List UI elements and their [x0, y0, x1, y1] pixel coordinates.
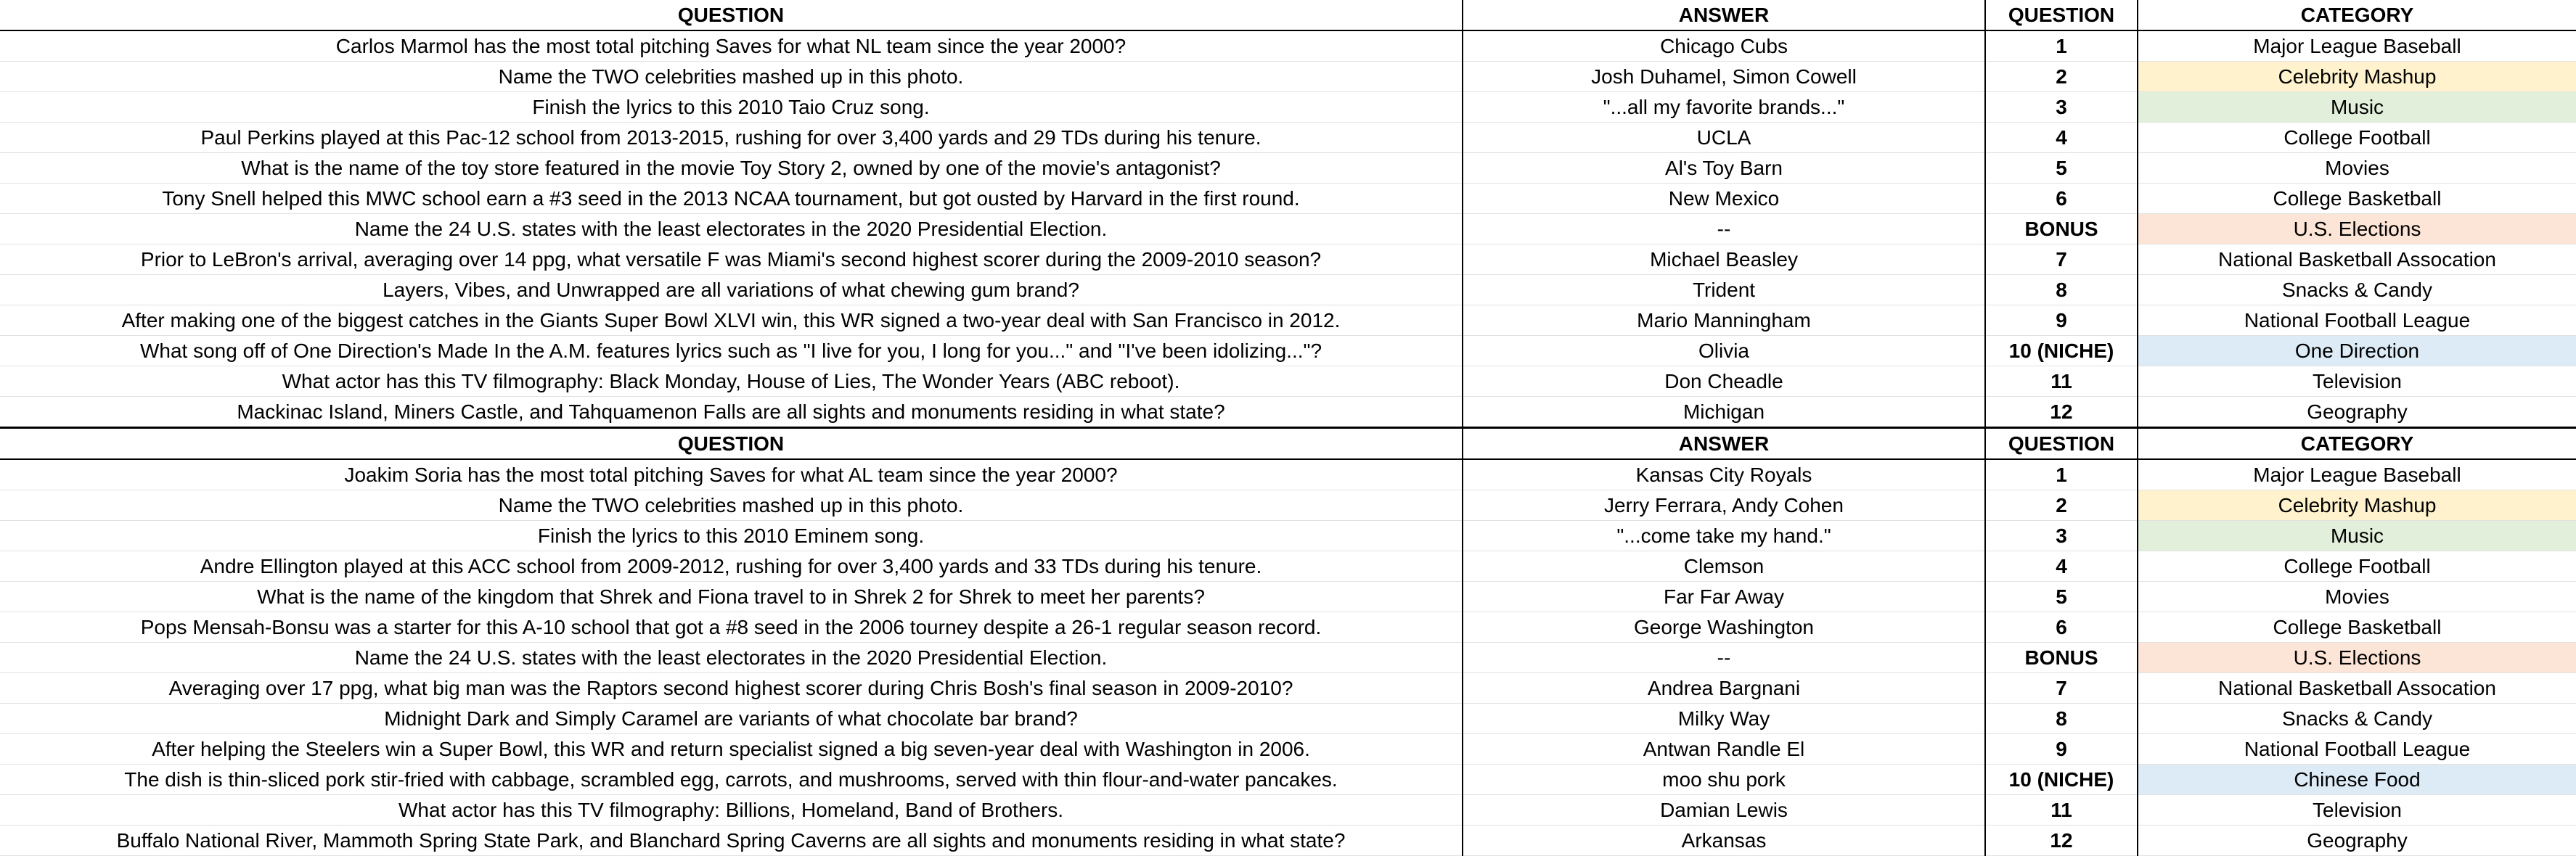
question-cell[interactable]: What actor has this TV filmography: Black Monday, House of Lies, The Wonder Years (ABC reboot).	[0, 366, 1463, 397]
question-cell[interactable]: What is the name of the kingdom that Shrek and Fiona travel to in Shrek 2 for Shrek to meet her parents?	[0, 582, 1463, 612]
answer-cell[interactable]: Michael Beasley	[1463, 244, 1985, 275]
table-row	[0, 826, 2576, 856]
category-cell[interactable]: Television	[2138, 795, 2576, 826]
header-category[interactable]: CATEGORY	[2138, 428, 2576, 460]
question-number-cell[interactable]: 4	[1985, 551, 2138, 582]
answer-cell[interactable]: Andrea Bargnani	[1463, 673, 1985, 704]
table-row	[0, 366, 2576, 397]
answer-cell[interactable]: Trident	[1463, 275, 1985, 305]
question-number-cell[interactable]: BONUS	[1985, 643, 2138, 673]
question-number-cell[interactable]: 1	[1985, 459, 2138, 490]
category-cell[interactable]: National Football League	[2138, 305, 2576, 336]
category-cell[interactable]: College Football	[2138, 123, 2576, 153]
question-cell[interactable]: Andre Ellington played at this ACC school from 2009-2012, rushing for over 3,400 yards and 33 TDs during his tenure.	[0, 551, 1463, 582]
answer-cell[interactable]: Antwan Randle El	[1463, 734, 1985, 765]
question-cell[interactable]: Layers, Vibes, and Unwrapped are all variations of what chewing gum brand?	[0, 275, 1463, 305]
header-answer[interactable]: ANSWER	[1463, 0, 1985, 30]
question-number-cell[interactable]: 7	[1985, 244, 2138, 275]
header-question-number[interactable]: QUESTION	[1985, 0, 2138, 30]
table-row	[0, 490, 2576, 521]
question-number-cell[interactable]: BONUS	[1985, 214, 2138, 244]
question-cell[interactable]: Pops Mensah-Bonsu was a starter for this A-10 school that got a #8 seed in the 2006 tourney despite a 26-1 regular season record.	[0, 612, 1463, 643]
answer-cell[interactable]: Milky Way	[1463, 704, 1985, 734]
question-cell[interactable]: What is the name of the toy store featured in the movie Toy Story 2, owned by one of the movie's antagonist?	[0, 153, 1463, 184]
question-number-cell[interactable]: 5	[1985, 153, 2138, 184]
table-row	[0, 765, 2576, 795]
category-cell[interactable]: Movies	[2138, 582, 2576, 612]
answer-cell[interactable]: Chicago Cubs	[1463, 30, 1985, 62]
table-row	[0, 305, 2576, 336]
category-cell[interactable]: Chinese Food	[2138, 765, 2576, 795]
category-cell[interactable]: One Direction	[2138, 336, 2576, 366]
question-number-cell[interactable]: 12	[1985, 397, 2138, 428]
question-number-cell[interactable]: 4	[1985, 123, 2138, 153]
table-row	[0, 521, 2576, 551]
question-number-cell[interactable]: 3	[1985, 92, 2138, 123]
question-number-cell[interactable]: 10 (NICHE)	[1985, 336, 2138, 366]
answer-cell[interactable]: Jerry Ferrara, Andy Cohen	[1463, 490, 1985, 521]
question-cell[interactable]: Name the 24 U.S. states with the least electorates in the 2020 Presidential Election.	[0, 643, 1463, 673]
table-row	[0, 275, 2576, 305]
table-row	[0, 795, 2576, 826]
question-number-cell[interactable]: 2	[1985, 62, 2138, 92]
answer-cell[interactable]: "...all my favorite brands..."	[1463, 92, 1985, 123]
answer-cell[interactable]: Far Far Away	[1463, 582, 1985, 612]
table-row	[0, 582, 2576, 612]
category-cell[interactable]: National Basketball Assocation	[2138, 673, 2576, 704]
question-cell[interactable]: Averaging over 17 ppg, what big man was the Raptors second highest scorer during Chris Bosh's final season in 2009-2010?	[0, 673, 1463, 704]
question-number-cell[interactable]: 11	[1985, 366, 2138, 397]
category-cell[interactable]: National Basketball Assocation	[2138, 244, 2576, 275]
answer-cell[interactable]: --	[1463, 643, 1985, 673]
table-row	[0, 153, 2576, 184]
category-cell[interactable]: Television	[2138, 366, 2576, 397]
category-cell[interactable]: Music	[2138, 92, 2576, 123]
header-row	[0, 428, 2576, 460]
category-cell[interactable]: Major League Baseball	[2138, 459, 2576, 490]
answer-cell[interactable]: Damian Lewis	[1463, 795, 1985, 826]
table-row	[0, 336, 2576, 366]
question-cell[interactable]: Prior to LeBron's arrival, averaging over 14 ppg, what versatile F was Miami's second highest scorer during the 2009-2010 season?	[0, 244, 1463, 275]
answer-cell[interactable]: Arkansas	[1463, 826, 1985, 856]
question-cell[interactable]: What actor has this TV filmography: Billions, Homeland, Band of Brothers.	[0, 795, 1463, 826]
answer-cell[interactable]: --	[1463, 214, 1985, 244]
category-cell[interactable]: U.S. Elections	[2138, 214, 2576, 244]
question-number-cell[interactable]: 6	[1985, 612, 2138, 643]
question-number-cell[interactable]: 9	[1985, 734, 2138, 765]
question-cell[interactable]: Buffalo National River, Mammoth Spring State Park, and Blanchard Spring Caverns are all sights and monuments residing in what state?	[0, 826, 1463, 856]
question-cell[interactable]: After helping the Steelers win a Super Bowl, this WR and return specialist signed a big seven-year deal with Washington in 2006.	[0, 734, 1463, 765]
table-row	[0, 673, 2576, 704]
answer-cell[interactable]: "...come take my hand."	[1463, 521, 1985, 551]
category-cell[interactable]: Geography	[2138, 826, 2576, 856]
question-cell[interactable]: Name the TWO celebrities mashed up in this photo.	[0, 62, 1463, 92]
table-row	[0, 62, 2576, 92]
table-row	[0, 459, 2576, 490]
answer-cell[interactable]: New Mexico	[1463, 184, 1985, 214]
answer-cell[interactable]: Al's Toy Barn	[1463, 153, 1985, 184]
question-number-cell[interactable]: 9	[1985, 305, 2138, 336]
question-cell[interactable]: Name the TWO celebrities mashed up in this photo.	[0, 490, 1463, 521]
question-number-cell[interactable]: 2	[1985, 490, 2138, 521]
category-cell[interactable]: Celebrity Mashup	[2138, 490, 2576, 521]
header-question[interactable]: QUESTION	[0, 0, 1463, 30]
category-cell[interactable]: Snacks & Candy	[2138, 275, 2576, 305]
question-cell[interactable]: The dish is thin-sliced pork stir-fried with cabbage, scrambled egg, carrots, and mushrooms, served with thin flour-and-water pancakes.	[0, 765, 1463, 795]
question-cell[interactable]: Finish the lyrics to this 2010 Eminem song.	[0, 521, 1463, 551]
header-row	[0, 0, 2576, 30]
table-row	[0, 123, 2576, 153]
category-cell[interactable]: Celebrity Mashup	[2138, 62, 2576, 92]
answer-cell[interactable]: Josh Duhamel, Simon Cowell	[1463, 62, 1985, 92]
question-cell[interactable]: Mackinac Island, Miners Castle, and Tahquamenon Falls are all sights and monuments residing in what state?	[0, 397, 1463, 428]
category-cell[interactable]: College Basketball	[2138, 612, 2576, 643]
table-row	[0, 734, 2576, 765]
category-cell[interactable]: College Football	[2138, 551, 2576, 582]
category-cell[interactable]: Major League Baseball	[2138, 30, 2576, 62]
question-cell[interactable]: Joakim Soria has the most total pitching Saves for what AL team since the year 2000?	[0, 459, 1463, 490]
answer-cell[interactable]: Kansas City Royals	[1463, 459, 1985, 490]
table-row	[0, 184, 2576, 214]
category-cell[interactable]: Movies	[2138, 153, 2576, 184]
question-cell[interactable]: What song off of One Direction's Made In the A.M. features lyrics such as "I live for you, I long for you..." and "I've been idolizing..."?	[0, 336, 1463, 366]
answer-cell[interactable]: Olivia	[1463, 336, 1985, 366]
header-category[interactable]: CATEGORY	[2138, 0, 2576, 30]
answer-cell[interactable]: moo shu pork	[1463, 765, 1985, 795]
question-cell[interactable]: Finish the lyrics to this 2010 Taio Cruz song.	[0, 92, 1463, 123]
header-question-number[interactable]: QUESTION	[1985, 428, 2138, 460]
question-cell[interactable]: After making one of the biggest catches in the Giants Super Bowl XLVI win, this WR signed a two-year deal with San Francisco in 2012.	[0, 305, 1463, 336]
category-cell[interactable]: National Football League	[2138, 734, 2576, 765]
question-number-cell[interactable]: 1	[1985, 30, 2138, 62]
category-cell[interactable]: College Basketball	[2138, 184, 2576, 214]
table-row	[0, 612, 2576, 643]
question-cell[interactable]: Midnight Dark and Simply Caramel are variants of what chocolate bar brand?	[0, 704, 1463, 734]
category-cell[interactable]: U.S. Elections	[2138, 643, 2576, 673]
answer-cell[interactable]: UCLA	[1463, 123, 1985, 153]
question-number-cell[interactable]: 3	[1985, 521, 2138, 551]
answer-cell[interactable]: George Washington	[1463, 612, 1985, 643]
table-row	[0, 643, 2576, 673]
answer-cell[interactable]: Michigan	[1463, 397, 1985, 428]
answer-cell[interactable]: Clemson	[1463, 551, 1985, 582]
table-row	[0, 92, 2576, 123]
table-row	[0, 551, 2576, 582]
table-row	[0, 704, 2576, 734]
answer-cell[interactable]: Mario Manningham	[1463, 305, 1985, 336]
question-cell[interactable]: Name the 24 U.S. states with the least electorates in the 2020 Presidential Election.	[0, 214, 1463, 244]
question-cell[interactable]: Tony Snell helped this MWC school earn a #3 seed in the 2013 NCAA tournament, but got ousted by Harvard in the first round.	[0, 184, 1463, 214]
header-question[interactable]: QUESTION	[0, 428, 1463, 460]
table-row	[0, 397, 2576, 428]
table-row	[0, 244, 2576, 275]
question-number-cell[interactable]: 10 (NICHE)	[1985, 765, 2138, 795]
table-row	[0, 214, 2576, 244]
category-cell[interactable]: Music	[2138, 521, 2576, 551]
header-answer[interactable]: ANSWER	[1463, 428, 1985, 460]
table-row	[0, 30, 2576, 62]
question-number-cell[interactable]: 11	[1985, 795, 2138, 826]
question-cell[interactable]: Paul Perkins played at this Pac-12 school from 2013-2015, rushing for over 3,400 yards and 29 TDs during his tenure.	[0, 123, 1463, 153]
question-number-cell[interactable]: 6	[1985, 184, 2138, 214]
question-number-cell[interactable]: 8	[1985, 275, 2138, 305]
question-number-cell[interactable]: 7	[1985, 673, 2138, 704]
question-number-cell[interactable]: 8	[1985, 704, 2138, 734]
category-cell[interactable]: Geography	[2138, 397, 2576, 428]
category-cell[interactable]: Snacks & Candy	[2138, 704, 2576, 734]
answer-cell[interactable]: Don Cheadle	[1463, 366, 1985, 397]
question-number-cell[interactable]: 5	[1985, 582, 2138, 612]
question-number-cell[interactable]: 12	[1985, 826, 2138, 856]
question-cell[interactable]: Carlos Marmol has the most total pitching Saves for what NL team since the year 2000?	[0, 30, 1463, 62]
